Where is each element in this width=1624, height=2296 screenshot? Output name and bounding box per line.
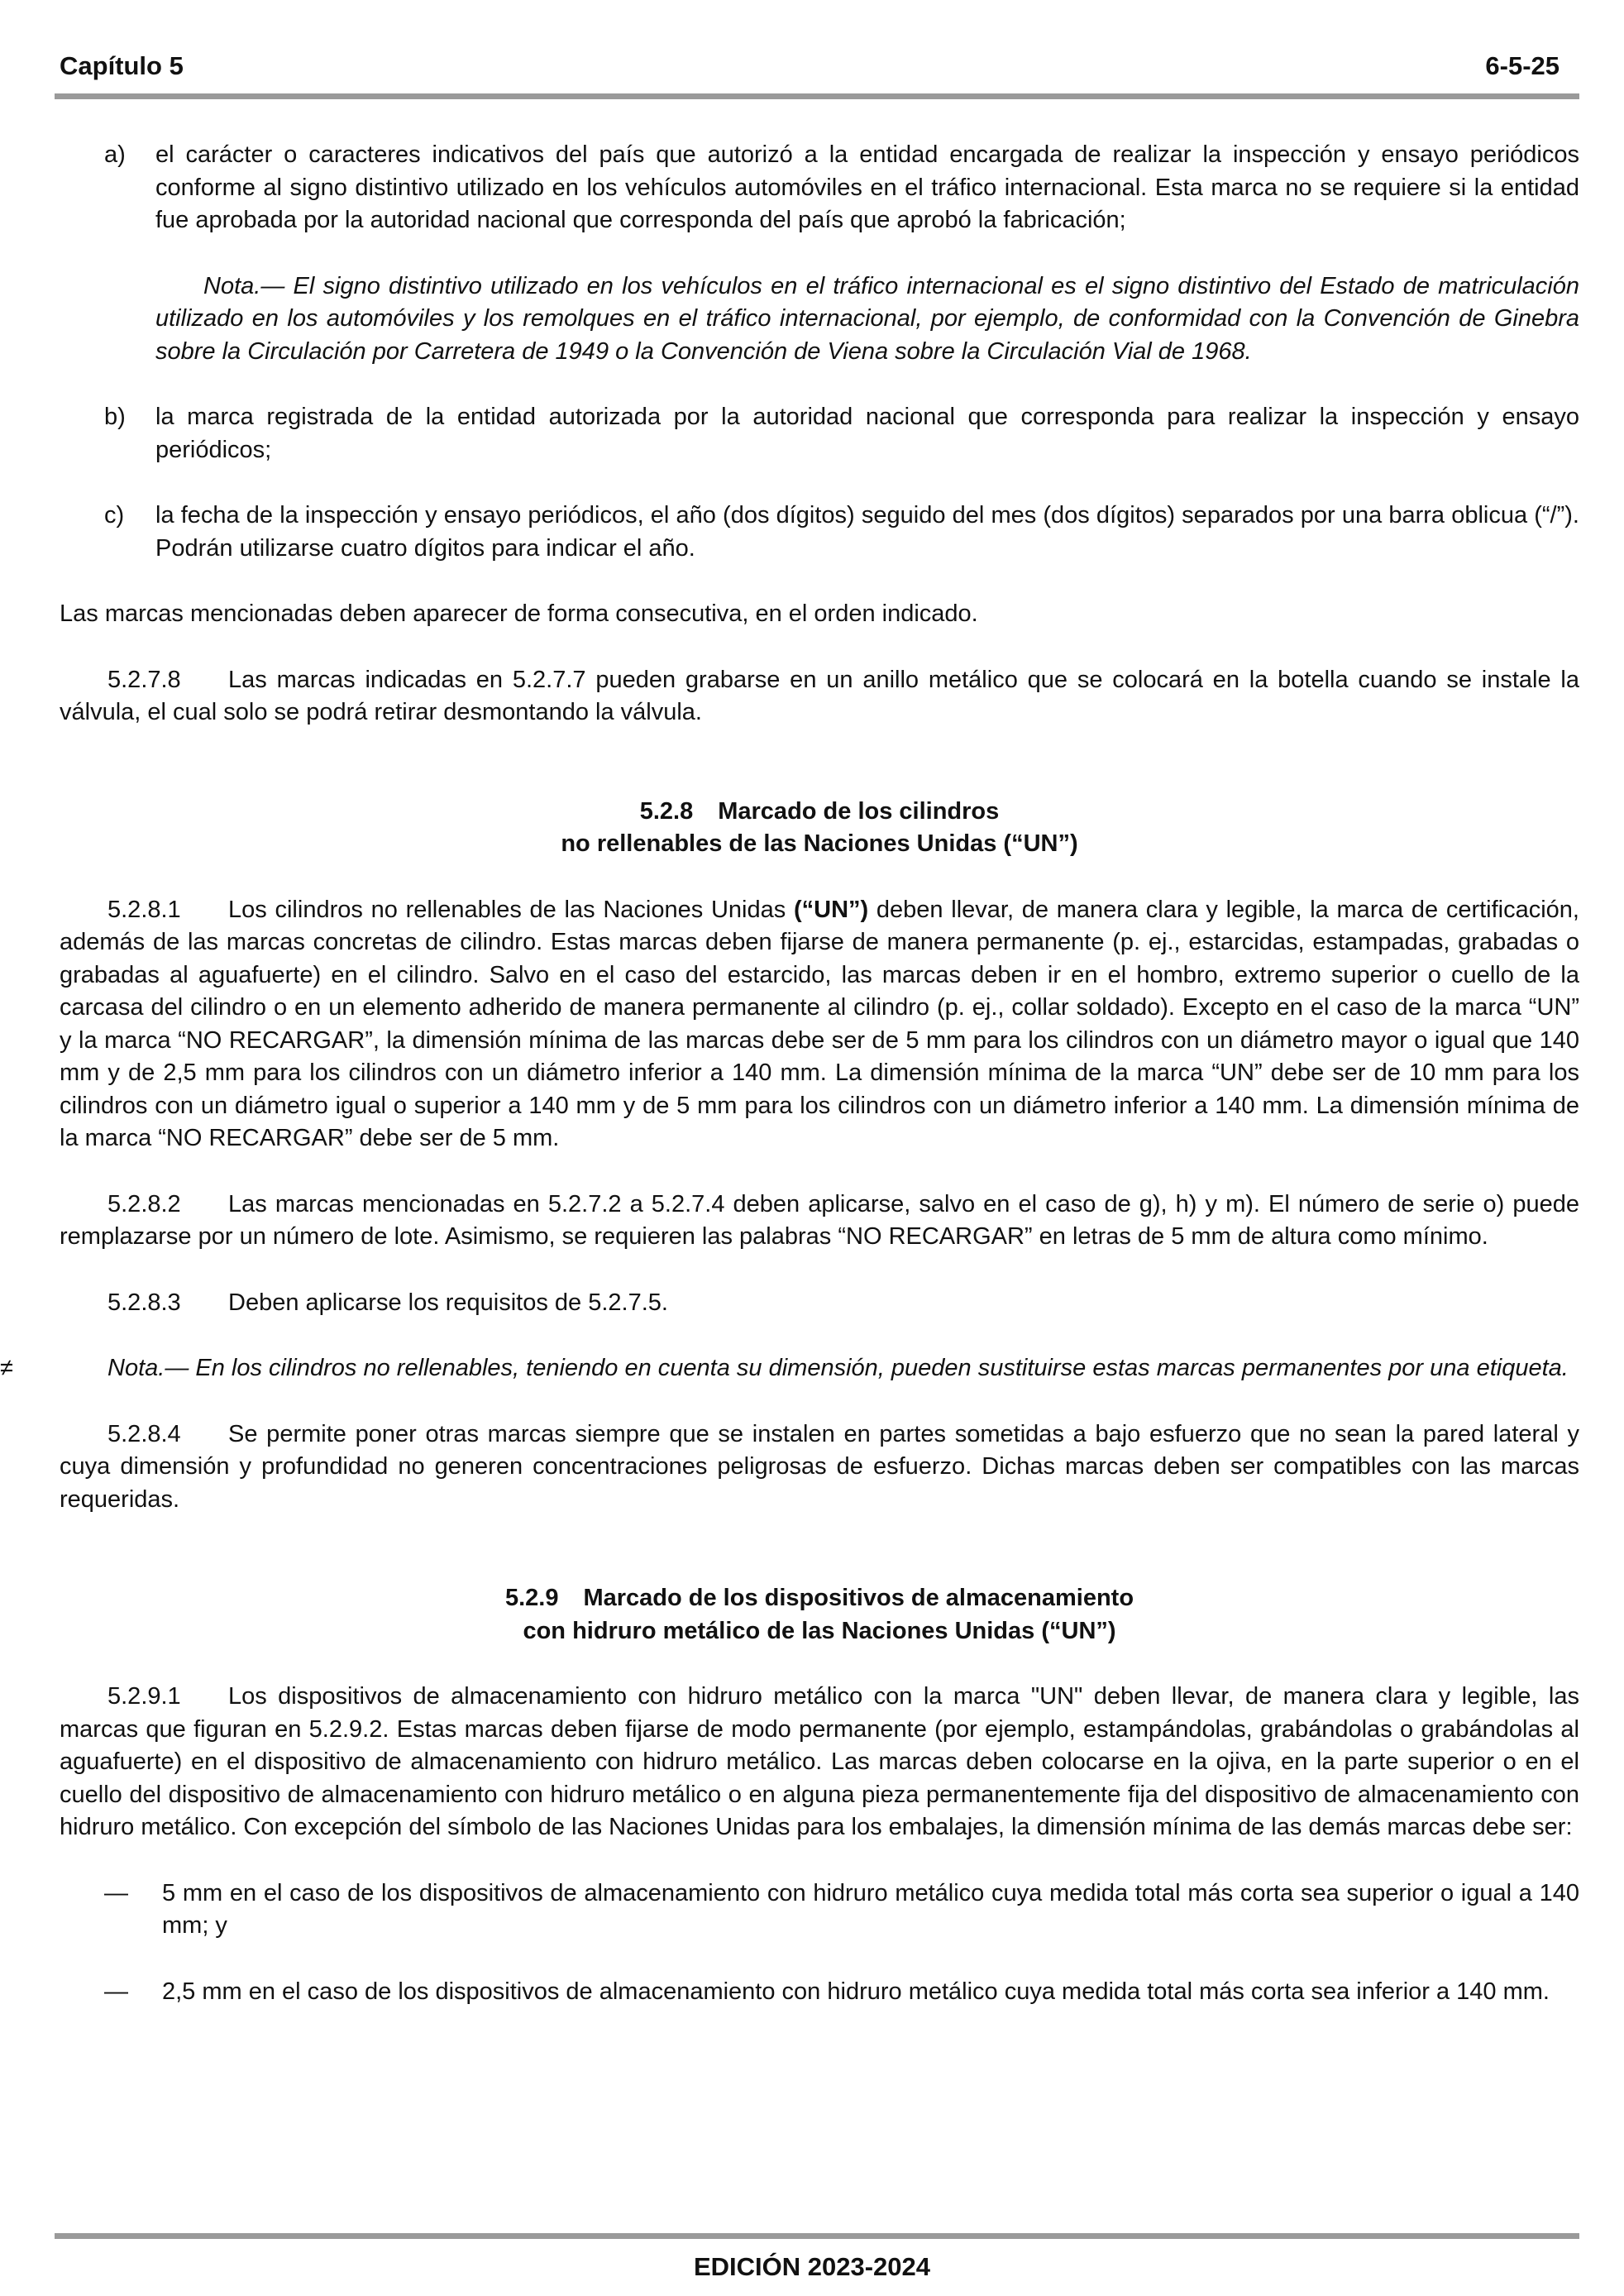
note-text: En los cilindros no rellenables, teniendo en cuenta su dimensión, pueden sustituirse estas marcas permanentes por una etiqueta. [189, 1355, 1569, 1381]
page-header [60, 51, 1564, 84]
consecutive-marks-paragraph: Las marcas mencionadas deben aparecer de forma consecutiva, en el orden indicado. [60, 600, 978, 627]
chapter-title: Capítulo 5 [60, 51, 184, 80]
note-lead: Nota.— [203, 272, 285, 299]
note-label-substitution [0, 1352, 1579, 1385]
list-item-text: la marca registrada de la entidad autorizada por la autoridad nacional que corresponda para realizar la inspección y ensayo periódicos; [155, 404, 1579, 463]
paragraph-number: 5.2.8.3 [107, 1289, 181, 1316]
list-marker: c) [104, 502, 125, 529]
dash-item-text: 5 mm en el caso de los dispositivos de almacenamiento con hidruro metálico cuya medida total más corta sea superior o igual a 140 mm; y [162, 1879, 1579, 1939]
dash-list-item [60, 1976, 1579, 2009]
section-number: 5.2.8 [639, 797, 694, 825]
paragraph-number: 5.2.8.2 [107, 1190, 181, 1217]
paragraph-number: 5.2.7.8 [107, 666, 181, 693]
paragraph-text: Se permite poner otras marcas siempre que se instalen en partes sometidas a bajo esfuerzo que no sean la pared lateral y cuya dimensión y profundidad no generen concentraciones peligrosas de esfuerzo. Dichas marcas deben ser compatibles con las marcas requeridas. [60, 1420, 1579, 1513]
paragraph-number: 5.2.8.1 [107, 896, 181, 923]
list-item-b [60, 401, 1579, 466]
section-title-line1: Marcado de los cilindros [718, 797, 1000, 825]
note-distinctive-sign [60, 270, 1579, 369]
dash-list-item [60, 1877, 1579, 1943]
list-item-text: el carácter o caracteres indicativos del país que autorizó a la entidad encargada de realizar la inspección y ensayo periódicos conforme al signo distintivo utilizado en los vehículos automóviles en el tráfico internacional. Esta marca no se requiere si la entidad fue aprobada por la autoridad nacional que corresponda del país que aprobó la fabricación; [155, 141, 1579, 233]
list-marker: a) [104, 141, 126, 168]
paragraph-number: 5.2.8.4 [107, 1420, 181, 1447]
page-reference: 6-5-25 [1485, 51, 1560, 80]
section-heading-5-2-9 [60, 1582, 1579, 1648]
footer-rule [55, 2233, 1579, 2239]
note-lead: Nota.— [107, 1355, 189, 1381]
list-item-a [60, 139, 1579, 237]
section-title-line2: con hidruro metálico de las Naciones Unidas (“UN”) [523, 1617, 1116, 1644]
paragraph-5-2-8-1 [60, 894, 1579, 1155]
list-item-text: la fecha de la inspección y ensayo periódicos, el año (dos dígitos) seguido del mes (dos dígitos) separados por una barra oblicua (“/”). Podrán utilizarse cuatro dígitos para indicar el año. [155, 502, 1579, 562]
document-body [0, 139, 1579, 2008]
section-title-line2: no rellenables de las Naciones Unidas (“UN”) [561, 830, 1078, 857]
paragraph-5-2-8-2 [60, 1189, 1579, 1254]
paragraph-text-rest: deben llevar, de manera clara y legible, la marca de certificación, además de las marcas concretas de cilindro. Estas marcas deben fijarse de manera permanente (p. ej., estarcidas, estampadas, grabadas o grabadas al aguafuerte) en el cilindro. Salvo en el caso del estarcido, las marcas deben ir en el hombro, extremo superior o cuello de la carcasa del cilindro o en un elemento adherido de manera permanente al cilindro (p. ej., collar soldado). Excepto en el caso de la marca “UN” y la marca “NO RECARGAR”, la dimensión mínima de las marcas debe ser de 5 mm para los cilindros con un diámetro mayor o igual que 140 mm y de 2,5 mm para los cilindros con un diámetro inferior a 140 mm. La dimensión mínima de la marca “UN” debe ser de 10 mm para los cilindros con un diámetro igual o superior a 140 mm y de 5 mm para los cilindros con un diámetro inferior a 140 mm. La dimensión mínima de la marca “NO RECARGAR” debe ser de 5 mm. [60, 896, 1579, 1151]
dash-item-text: 2,5 mm en el caso de los dispositivos de almacenamiento con hidruro metálico cuya medida total más corta sea inferior a 140 mm. [162, 1978, 1550, 2005]
paragraph-text: Deben aplicarse los requisitos de 5.2.7.5. [228, 1289, 668, 1316]
note-text: El signo distintivo utilizado en los vehículos en el tráfico internacional es el signo distintivo del Estado de matriculación utilizado en los automóviles y los remolques en el tráfico internacional, por ejemplo, de conformidad con la Convención de Ginebra sobre la Circulación por Carretera de 1949 o la Convención de Viena sobre la Circulación Vial de 1968. [155, 272, 1579, 365]
change-mark-icon: ≠ [0, 1355, 13, 1381]
paragraph-5-2-9-1 [60, 1681, 1579, 1844]
section-number: 5.2.9 [504, 1585, 559, 1611]
paragraph-5-2-8-4 [60, 1418, 1579, 1517]
list-marker: b) [104, 404, 126, 430]
section-heading-5-2-8 [60, 796, 1579, 861]
dash-marker: — [104, 1879, 128, 1906]
dash-marker: — [104, 1978, 128, 2005]
paragraph-5-2-8-3 [60, 1287, 1579, 1320]
paragraph-text: Los dispositivos de almacenamiento con hidruro metálico con la marca "UN" deben llevar, de manera clara y legible, las marcas que figuran en 5.2.9.2. Estas marcas deben fijarse de modo permanente (por ejemplo, estampándolas, grabándolas o grabándolas al aguafuerte) en el dispositivo de almacenamiento con hidruro metálico. Las marcas deben colocarse en la ojiva, en la parte superior o en el cuello del dispositivo de almacenamiento con hidruro metálico o en alguna pieza permanentemente fija del dispositivo de almacenamiento con hidruro metálico. Con excepción del símbolo de las Naciones Unidas para los embalajes, la dimensión mínima de las demás marcas debe ser: [60, 1683, 1579, 1840]
paragraph-5-2-7-8 [60, 664, 1579, 729]
header-rule [55, 93, 1579, 99]
paragraph-bold-text: (“UN”) [793, 896, 869, 923]
paragraph-text-start: Los cilindros no rellenables de las Naciones Unidas [228, 896, 794, 923]
edition-footer: EDICIÓN 2023-2024 [693, 2252, 931, 2281]
paragraph-number: 5.2.9.1 [107, 1683, 181, 1710]
paragraph-text: Las marcas mencionadas en 5.2.7.2 a 5.2.7.4 deben aplicarse, salvo en el caso de g), h) y m). El número de serie o) puede remplazarse por un número de lote. Asimismo, se requieren las palabras “NO RECARGAR” en letras de 5 mm de altura como mínimo. [60, 1190, 1579, 1250]
section-title-line1: Marcado de los dispositivos de almacenamiento [583, 1585, 1134, 1611]
list-item-c [60, 500, 1579, 565]
paragraph-text: Las marcas indicadas en 5.2.7.7 pueden grabarse en un anillo metálico que se colocará en la botella cuando se instale la válvula, el cual solo se podrá retirar desmontando la válvula. [60, 666, 1579, 725]
